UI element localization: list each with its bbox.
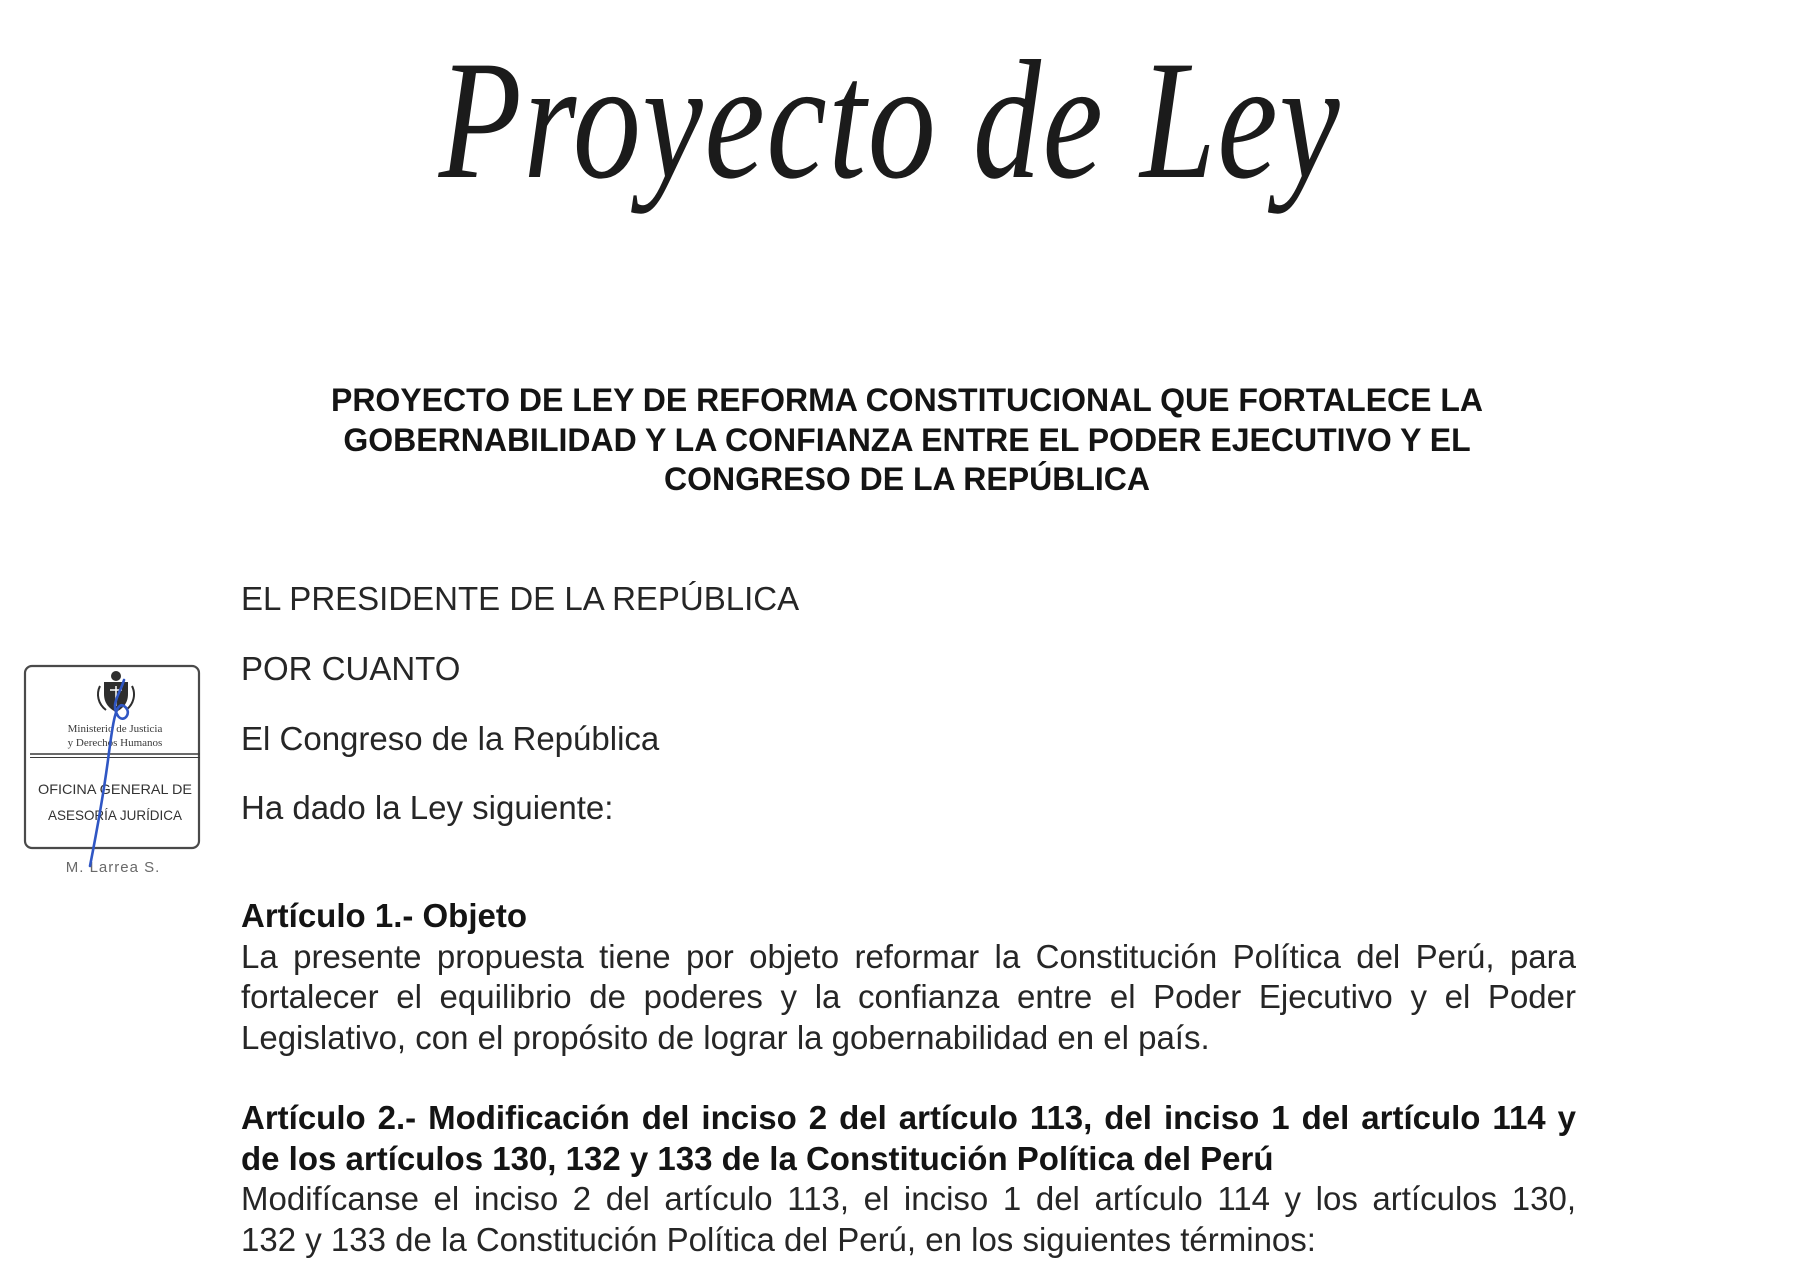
- preamble-line: POR CUANTO: [241, 649, 461, 687]
- stamp-institution-line: Ministerio de Justicia: [67, 723, 163, 735]
- article-heading-line: de los artículos 130, 132 y 133 de la Constitución Política del Perú: [241, 1139, 1274, 1177]
- law-heading-line: GOBERNABILIDAD Y LA CONFIANZA ENTRE EL PODER EJECUTIVO Y EL: [343, 421, 1471, 458]
- preamble-line: Ha dado la Ley siguiente:: [241, 789, 614, 827]
- preamble-line: El Congreso de la República: [241, 719, 660, 757]
- article-1: [241, 896, 1576, 1058]
- stamp-institution-line: y Derechos Humanos: [67, 737, 163, 749]
- article-body-line: Modifícanse el inciso 2 del artículo 113, el inciso 1 del artículo 114 y los artículos 130,: [241, 1180, 1576, 1217]
- law-heading: [260, 381, 1554, 500]
- stamp-signer-name: M. Larrea S.: [65, 859, 161, 876]
- office-stamp: [20, 660, 210, 880]
- article-2: [241, 1098, 1576, 1260]
- law-heading-line: CONGRESO DE LA REPÚBLICA: [664, 461, 1150, 497]
- article-body-line: fortalecer el equilibrio de poderes y la confianza entre el Poder Ejecutivo y el Poder: [241, 978, 1576, 1015]
- preamble: [241, 579, 1141, 858]
- law-heading-line: PROYECTO DE LEY DE REFORMA CONSTITUCIONAL QUE FORTALECE LA: [330, 382, 1484, 418]
- preamble-line: EL PRESIDENTE DE LA REPÚBLICA: [241, 580, 800, 617]
- stamp-office-line: ASESORÍA JURÍDICA: [48, 807, 183, 823]
- article-body-line: La presente propuesta tiene por objeto reformar la Constitución Política del Perú, para: [241, 937, 1576, 975]
- stamp-office-line: OFICINA GENERAL DE: [38, 781, 192, 797]
- article-heading-line: Artículo 1.- Objeto: [241, 897, 528, 934]
- article-heading-line: Artículo 2.- Modificación del inciso 2 del artículo 113, del inciso 1 del artículo 114 y: [241, 1099, 1576, 1136]
- document-title: Proyecto de Ley: [438, 26, 1342, 214]
- article-body-line: 132 y 133 de la Constitución Política del Perú, en los siguientes términos:: [241, 1220, 1316, 1258]
- article-body-line: Legislativo, con el propósito de lograr la gobernabilidad en el país.: [241, 1018, 1210, 1056]
